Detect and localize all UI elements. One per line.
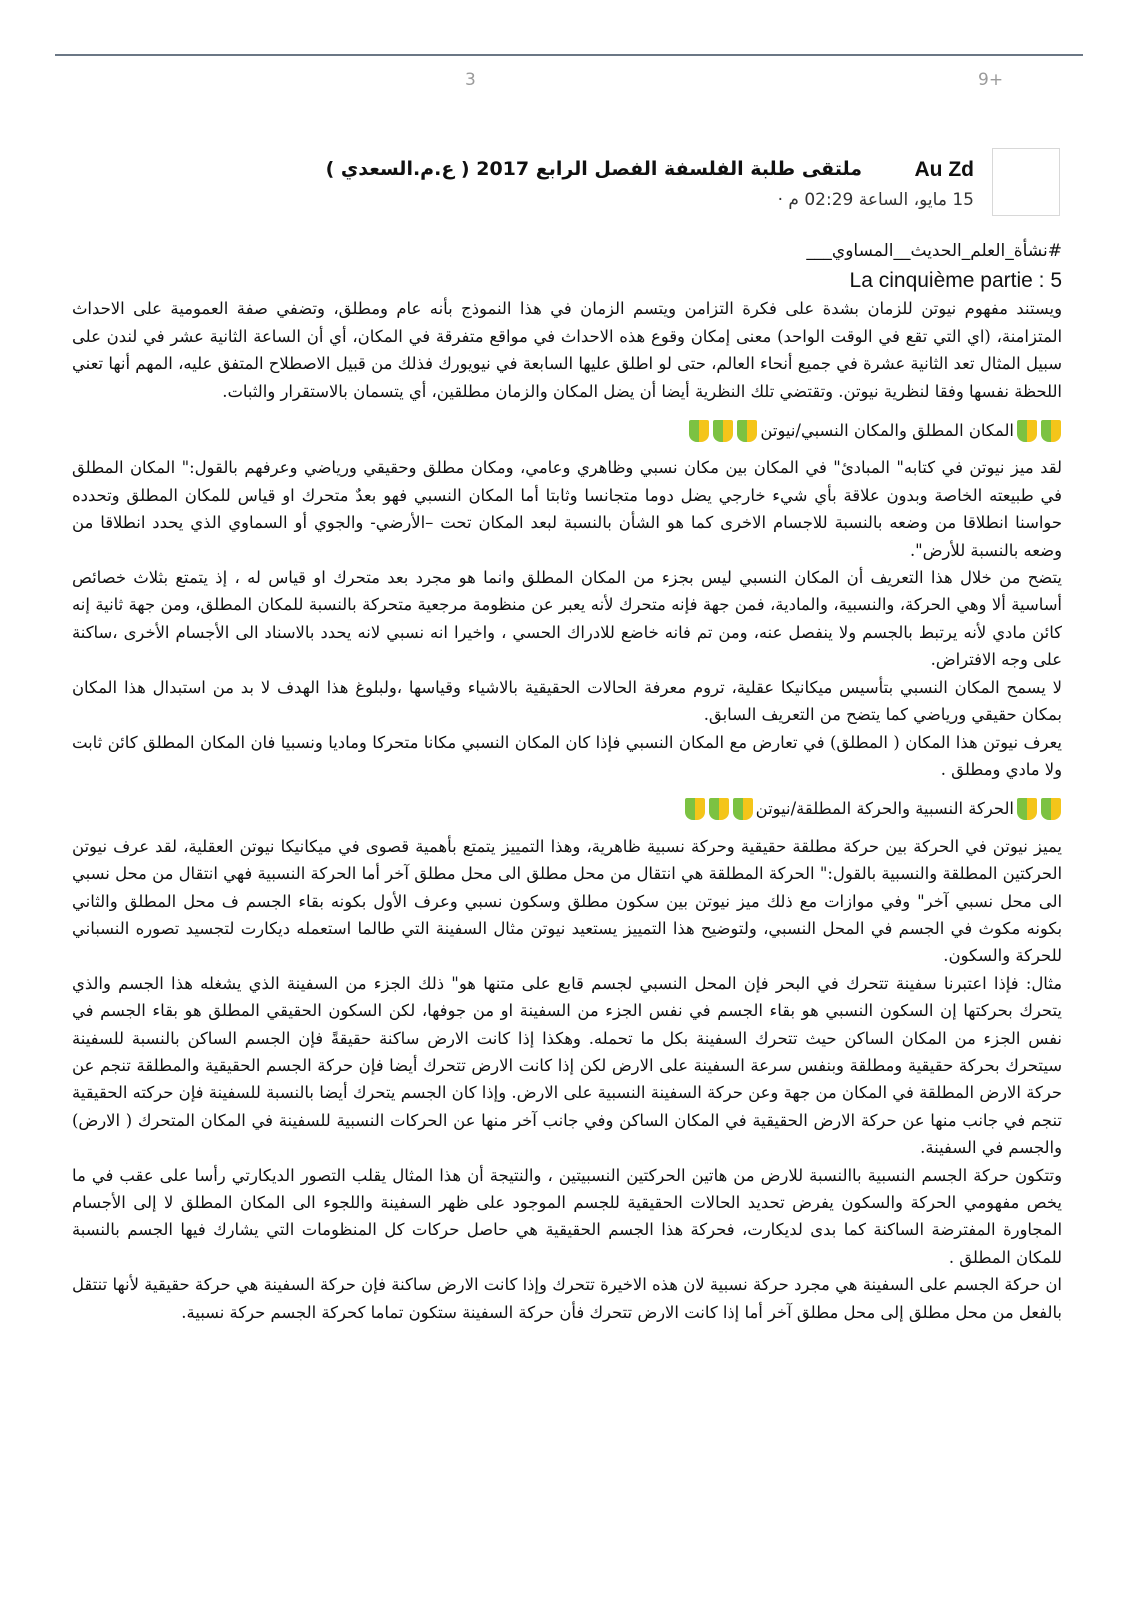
- group-name[interactable]: ملتقى طلبة الفلسفة الفصل الرابع 2017 ( ع.م.السعدي ): [325, 158, 862, 180]
- author-name[interactable]: Au Zd: [914, 158, 974, 181]
- beginner-badge-icon: [1017, 798, 1037, 820]
- post-timestamp[interactable]: 15 مايو، الساعة 02:29 م ·: [777, 190, 974, 210]
- paragraph: وتتكون حركة الجسم النسبية باالنسبة للارض من هاتين الحركتين النسبيتين ، والنتيجة أن هذا المثال يقلب التصور الديكارتي رأسا على عقب في ما يخص مفهومي الحركة والسكون يفرض تحديد الحالات الحقيقية للجسم الموجود على ظهر السفينة واللجوء الى المكان المطلق لا إلى الأجسام المجاورة المفترضة الساكنة كما بدى لديكارت، فحركة هذا الجسم الحقيقية هي حاصل حركات كل المنظومات التي يشارك فيها الجسم بالنسبة للمكان المطلق .: [72, 1165, 1062, 1267]
- beginner-badge-icon: [709, 798, 729, 820]
- paragraph: لقد ميز نيوتن في كتابه" المبادئ" في المكان بين مكان نسبي وظاهري وعامي، ومكان مطلق وحقيقي ورياضي وعرفهم بالقول:" المكان المطلق في طبيعته الخاصة وبدون علاقة بأي شيء خارجي يضل دوما متجانسا وثابتا أما المكان النسبي فهو بعدٌ متحرك او قياس للمكان المطلق وتحدده حواسنا انطلاقا من وضعه بالنسبة للاجسام الاخرى كما هو الشأن بالنسبة لبعد المكان تحت –الأرضي- والجوي أو السماوي الذي يحدد انطلاقا من وضعه بالنسبة للأرض".: [72, 458, 1062, 560]
- beginner-badge-icon: [685, 798, 705, 820]
- paragraph: مثال: فإذا اعتبرنا سفينة تتحرك في البحر فإن المحل النسبي لجسم قابع على متنها هو" ذلك الجزء من السفينة الذي يشغله هذا الجسم والذي يتحرك بحركتها إن السكون النسبي هو بقاء الجسم في نفس الجزء من السفينة او من جوفها، لكن السكون الحقيقي المطلق هو بقاء الجسم في نفس الجزء من المكان الساكن حيث تتحرك السفينة بكل ما تحمله. وهكذا إذا كانت الارض ساكنة حقيقةً فإن الجسم الساكن بالنسبة للسفينة سيتحرك بحركة حقيقية ومطلقة وبنفس سرعة السفينة على الارض لكن إذا كانت الارض تتحرك أيضا فإن حركة الجسم الحقيقية والمطلقة تنجم عن حركة الارض المطلقة في المكان من جهة وعن حركة السفينة النسبية على الارض. وإذا كان الجسم يتحرك أيضا بالنسبة للسفينة فإن حركته الحقيقية تنجم في جانب منها عن حركة الارض الحقيقية في المكان الساكن وفي جانب آخر منها عن الحركات النسبية للسفينة في المكان المتحرك ( الارض) والجسم في السفينة.: [72, 973, 1062, 1158]
- beginner-badge-icon: [1017, 420, 1037, 442]
- section-heading-text: الحركة النسبية والحركة المطلقة/نيوتن: [755, 799, 1014, 819]
- section-heading: [72, 417, 1062, 444]
- avatar[interactable]: [992, 148, 1060, 216]
- hashtag-link[interactable]: #نشأة_العلم_الحديث__المساوي___: [806, 241, 1062, 261]
- paragraph: يتضح من خلال هذا التعريف أن المكان النسبي ليس بجزء من المكان المطلق وانما هو مجرد بعد متحرك او قياس له ، إذ يتمتع بثلاث خصائص أساسية ألا وهي الحركة، والنسبية، والمادية، فمن جهة فإنه متحرك لأنه يعبر عن منظومة مرجعية متحركة بالنسبة للمكان المطلق، ومن جهة ثانية إنه كائن مادي لأنه يرتبط بالجسم ولا ينفصل عنه، ومن تم فانه خاضع للادراك الحسي ، واخيرا انه نسبي لانه يحدد بالاسناد الى الأجسام الأخرى ،ساكنة على وجه الافتراض.: [72, 568, 1062, 670]
- paragraph: ويستند مفهوم نيوتن للزمان بشدة على فكرة التزامن ويتسم الزمان في هذا النموذج بأنه عام ومطلق، وتضفي صفة العمومية على الاحداث المتزامنة، (اي التي تقع في الوقت الواحد) معنى إمكان وقوع هذه الاحداث في مواقع متفرقة في المكان، أي أن الساعة الثانية عشر في لندن على سبيل المثال تعد الثانية عشرة في جميع أنحاء العالم، حتى لو اطلق عليها السابعة في نيويورك فذلك من قبيل الاصطلاح المتفق عليه، المهم أنها تعني اللحظة نفسها وفقا لنظرية نيوتن. وتقتضي تلك النظرية أيضا أن يضل المكان والزمان مطلقين، أي يتسمان بالاستقرار والثبات.: [72, 299, 1062, 401]
- beginner-badge-icon: [1041, 798, 1061, 820]
- notification-count[interactable]: 9+: [978, 70, 1004, 90]
- paragraph: يعرف نيوتن هذا المكان ( المطلق) في تعارض مع المكان النسبي فإذا كان المكان النسبي مكانا متحركا وماديا ونسبيا فان المكان المطلق كائن ثابت ولا مادي ومطلق .: [72, 732, 1062, 779]
- beginner-badge-icon: [737, 420, 757, 442]
- part-title: La cinquième partie : 5: [849, 269, 1062, 293]
- beginner-badge-icon: [1041, 420, 1061, 442]
- beginner-badge-icon: [713, 420, 733, 442]
- beginner-badge-icon: [689, 420, 709, 442]
- top-divider: [55, 54, 1083, 56]
- paragraph: ان حركة الجسم على السفينة هي مجرد حركة نسبية لان هذه الاخيرة تتحرك وإذا كانت الارض ساكنة فإن حركة السفينة هي حركة حقيقية لأنها تنتقل بالفعل من محل مطلق إلى محل مطلق آخر أما إذا كانت الارض تتحرك فأن حركة السفينة ستكون تماما كحركة الجسم حركة نسبية.: [72, 1275, 1062, 1322]
- paragraph: يميز نيوتن في الحركة بين حركة مطلقة حقيقية وحركة نسبية ظاهرية، وهذا التمييز يتمتع بأهمية قصوى في ميكانيكا نيوتن العقلية، لقد عرف نيوتن الحركتين المطلقة والنسبية بالقول:" الحركة المطلقة هي انتقال من محل مطلق الى محل مطلق آخر أما الحركة النسبية فهي انتقال من محل نسبي الى محل نسبي آخر" وفي موازات مع ذلك ميز نيوتن بين سكون مطلق وسكون نسبي وعرف الأول بكونه بقاء الجسم ف محل المطلق والثاني بكونه مكوث في الجسم في المحل النسبي، ولتوضيح هذا التمييز يستعيد نيوتن مثال السفينة التي طالما استعمله ديكارت لتجسيد تصوره النسباني للحركة والسكون.: [72, 836, 1062, 966]
- paragraph: لا يسمح المكان النسبي بتأسيس ميكانيكا عقلية، تروم معرفة الحالات الحقيقية بالاشياء وقياسها ،ولبلوغ هذا الهدف لا بد من استبدال هذا المكان بمكان حقيقي ورياضي كما يتضح من التعريف السابق.: [72, 677, 1062, 725]
- post-header: [60, 148, 1060, 228]
- section-heading-text: المكان المطلق والمكان النسبي/نيوتن: [760, 421, 1014, 441]
- comment-count[interactable]: 3: [465, 70, 476, 90]
- post-body: [72, 238, 1062, 1326]
- section-heading: [72, 795, 1062, 822]
- beginner-badge-icon: [733, 798, 753, 820]
